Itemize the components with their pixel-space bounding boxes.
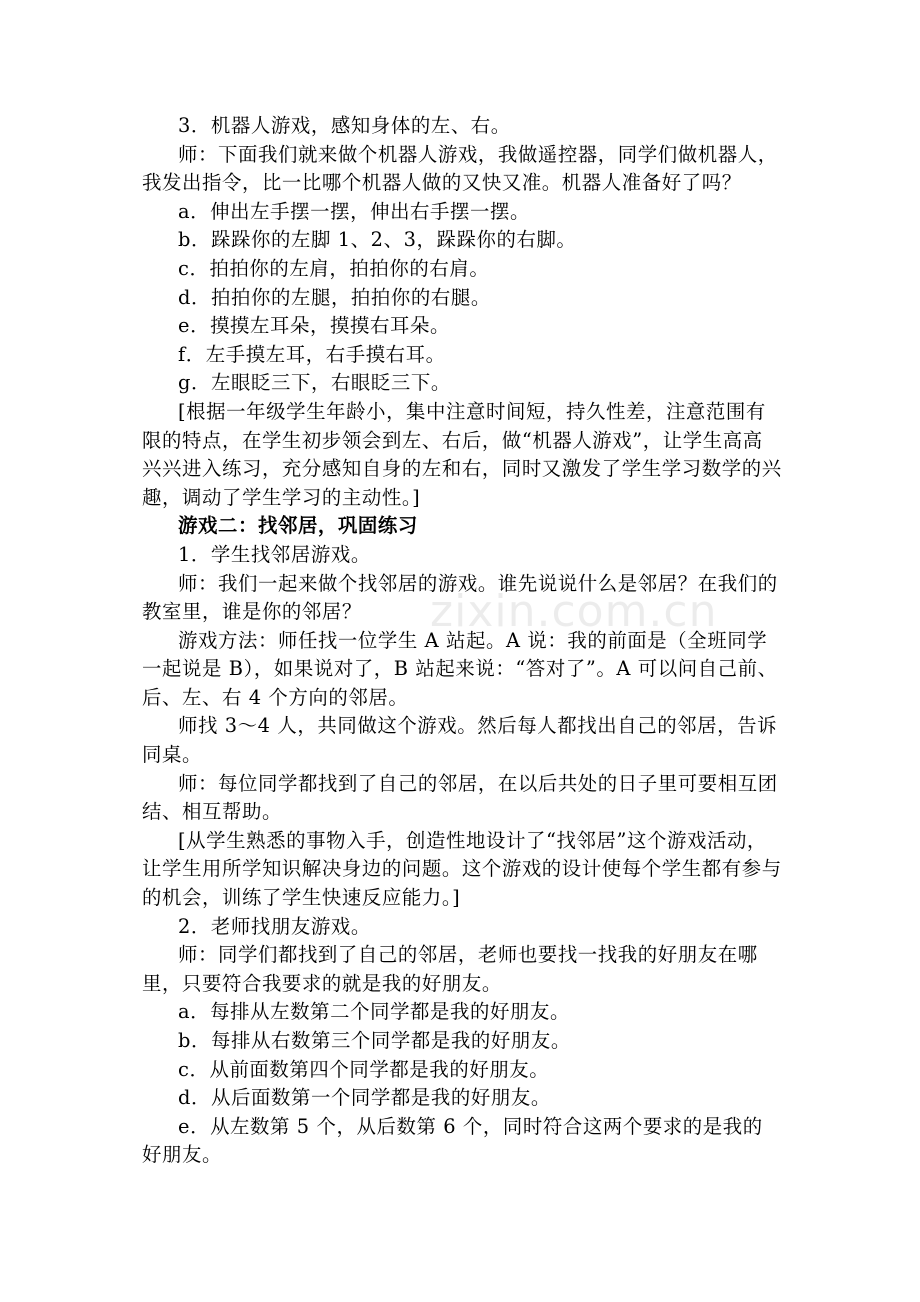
paragraph-friend-game-intro: 师：同学们都找到了自己的邻居，老师也要找一找我的好朋友在哪里，只要符合我要求的就是我的好朋友。 bbox=[142, 943, 758, 995]
paragraph-robot-game-intro: 师：下面我们就来做个机器人游戏，我做遥控器，同学们做机器人，我发出指令，比一比哪个机器人做的又快又准。机器人准备好了吗？ bbox=[142, 142, 778, 195]
list-item-a: a．伸出左手摆一摆，伸出右手摆一摆。 bbox=[178, 199, 531, 223]
list-item-c: c．拍拍你的左肩，拍拍你的右肩。 bbox=[178, 256, 490, 280]
list-item-g: g．左眼眨三下，右眼眨三下。 bbox=[178, 371, 451, 395]
paragraph-neighbor-game-intro: 师：我们一起来做个找邻居的游戏。谁先说说什么是邻居？在我们的教室里，谁是你的邻居？ bbox=[142, 571, 778, 624]
paragraph-teacher-picks: 师找 3～4 人，共同做这个游戏。然后每人都找出自己的邻居，告诉同桌。 bbox=[142, 714, 778, 767]
paragraph-game-method: 游戏方法：师任找一位学生 A 站起。A 说：我的前面是（全班同学一起说是 B），如果说对了，B 站起来说：“答对了”。A 可以问自己前、后、左、右 4 个方向的邻居。 bbox=[142, 628, 778, 709]
friend-item-d: d．从后面数第一个同学都是我的好朋友。 bbox=[178, 1086, 551, 1110]
friend-item-a: a．每排从左数第二个同学都是我的好朋友。 bbox=[178, 1000, 570, 1024]
paragraph-robot-game-title: 3．机器人游戏，感知身体的左、右。 bbox=[178, 114, 511, 137]
commentary-robot-game: [根据一年级学生年龄小，集中注意时间短，持久性差，注意范围有限的特点，在学生初步领会到左、右后，做“机器人游戏”，让学生高高兴兴进入练习，充分感知自身的左和右，同时又激发了学生学习数学的兴趣，调动了学生学习的主动性。] bbox=[142, 399, 782, 509]
list-item-f: f．左手摸左耳，右手摸右耳。 bbox=[178, 342, 446, 366]
list-item-e: e．摸摸左耳朵，摸摸右耳朵。 bbox=[178, 314, 450, 338]
friend-item-b: b．每排从右数第三个同学都是我的好朋友。 bbox=[178, 1029, 571, 1052]
section-heading-game-two: 游戏二：找邻居，巩固练习 bbox=[178, 514, 418, 538]
commentary-neighbor-game: [从学生熟悉的事物入手，创造性地设计了“找邻居”这个游戏活动，让学生用所学知识解决身边的问题。这个游戏的设计使每个学生都有参与的机会，训练了学生快速反应能力。] bbox=[142, 828, 782, 910]
list-item-d: d．拍拍你的左腿，拍拍你的右腿。 bbox=[178, 285, 491, 309]
paragraph-friend-game-title: 2．老师找朋友游戏。 bbox=[178, 914, 371, 938]
friend-item-c: c．从前面数第四个同学都是我的好朋友。 bbox=[178, 1057, 550, 1081]
watermark: zixin.com.cn bbox=[430, 586, 718, 637]
paragraph-neighbor-game-title: 1．学生找邻居游戏。 bbox=[178, 542, 371, 566]
paragraph-teacher-remark: 师：每位同学都找到了自己的邻居，在以后共处的日子里可要相互团结、相互帮助。 bbox=[142, 771, 778, 824]
friend-item-e: e．从左数第 5 个，从后数第 6 个，同时符合这两个要求的是我的好朋友。 bbox=[142, 1114, 763, 1167]
document-body bbox=[142, 112, 782, 1170]
list-item-b: b．跺跺你的左脚 1、2、3，跺跺你的右脚。 bbox=[178, 228, 577, 252]
